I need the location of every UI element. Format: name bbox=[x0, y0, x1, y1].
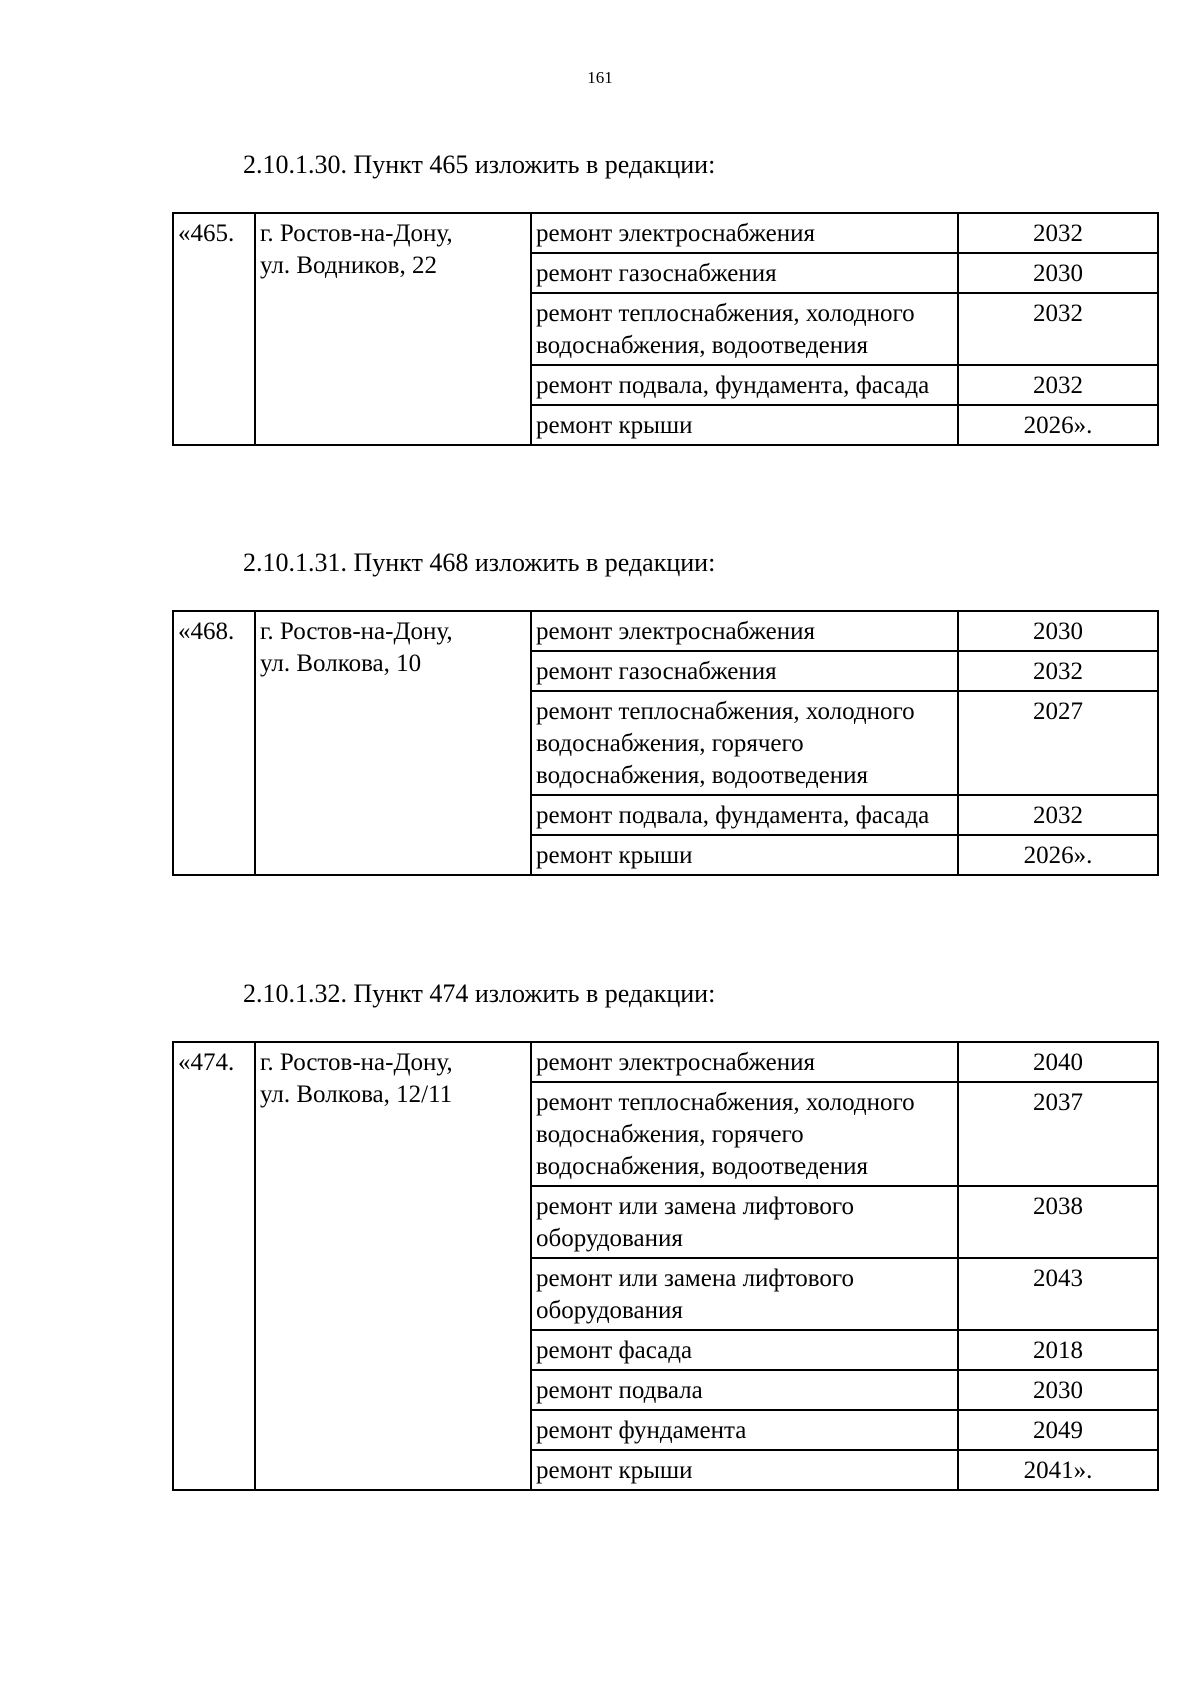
section-heading: 2.10.1.30. Пункт 465 изложить в редакции: bbox=[243, 150, 716, 179]
work-type: ремонт подвала bbox=[531, 1370, 958, 1410]
work-year: 2037 bbox=[958, 1082, 1158, 1186]
table-row bbox=[173, 213, 1158, 253]
work-type: ремонт или замена лифтового оборудования bbox=[531, 1186, 958, 1258]
address-cell bbox=[255, 1042, 531, 1490]
address-city: г. Ростов-на-Дону, bbox=[260, 618, 453, 645]
address-cell bbox=[255, 611, 531, 875]
item-table bbox=[172, 1041, 1159, 1491]
work-year: 2043 bbox=[958, 1258, 1158, 1330]
item-table bbox=[172, 212, 1159, 446]
item-number: «474. bbox=[173, 1042, 255, 1490]
work-year: 2032 bbox=[958, 365, 1158, 405]
work-type: ремонт электроснабжения bbox=[531, 213, 958, 253]
work-year: 2040 bbox=[958, 1042, 1158, 1082]
work-type: ремонт крыши bbox=[531, 835, 958, 875]
work-year: 2038 bbox=[958, 1186, 1158, 1258]
work-type: ремонт теплоснабжения, холодного водоснабжения, водоотведения bbox=[531, 293, 958, 365]
section-heading: 2.10.1.32. Пункт 474 изложить в редакции: bbox=[243, 979, 716, 1008]
work-year: 2027 bbox=[958, 691, 1158, 795]
work-year: 2032 bbox=[958, 293, 1158, 365]
work-type: ремонт теплоснабжения, холодного водоснабжения, горячего водоснабжения, водоотведения bbox=[531, 1082, 958, 1186]
address-street: ул. Волкова, 10 bbox=[260, 650, 422, 677]
table-row bbox=[173, 611, 1158, 651]
address-cell bbox=[255, 213, 531, 445]
work-type: ремонт электроснабжения bbox=[531, 611, 958, 651]
work-year: 2032 bbox=[958, 213, 1158, 253]
work-type: ремонт подвала, фундамента, фасада bbox=[531, 365, 958, 405]
address-street: ул. Волкова, 12/11 bbox=[260, 1081, 453, 1108]
address-city: г. Ростов-на-Дону, bbox=[260, 1049, 453, 1076]
work-type: ремонт подвала, фундамента, фасада bbox=[531, 795, 958, 835]
address-city: г. Ростов-на-Дону, bbox=[260, 220, 453, 247]
work-type: ремонт фасада bbox=[531, 1330, 958, 1370]
work-year: 2041». bbox=[958, 1450, 1158, 1490]
work-year: 2026». bbox=[958, 835, 1158, 875]
work-year: 2032 bbox=[958, 795, 1158, 835]
work-year: 2030 bbox=[958, 611, 1158, 651]
work-type: ремонт электроснабжения bbox=[531, 1042, 958, 1082]
item-number: «465. bbox=[173, 213, 255, 445]
work-type: ремонт газоснабжения bbox=[531, 651, 958, 691]
work-year: 2026». bbox=[958, 405, 1158, 445]
work-year: 2049 bbox=[958, 1410, 1158, 1450]
item-table bbox=[172, 610, 1159, 876]
work-type: ремонт фундамента bbox=[531, 1410, 958, 1450]
work-type: ремонт теплоснабжения, холодного водоснабжения, горячего водоснабжения, водоотведения bbox=[531, 691, 958, 795]
work-type: ремонт крыши bbox=[531, 405, 958, 445]
page-number: 161 bbox=[587, 68, 613, 87]
work-year: 2030 bbox=[958, 1370, 1158, 1410]
work-year: 2030 bbox=[958, 253, 1158, 293]
work-year: 2032 bbox=[958, 651, 1158, 691]
section-heading: 2.10.1.31. Пункт 468 изложить в редакции: bbox=[243, 548, 716, 577]
item-number: «468. bbox=[173, 611, 255, 875]
table-row bbox=[173, 1042, 1158, 1082]
address-street: ул. Водников, 22 bbox=[260, 252, 437, 279]
work-type: ремонт или замена лифтового оборудования bbox=[531, 1258, 958, 1330]
work-type: ремонт крыши bbox=[531, 1450, 958, 1490]
work-type: ремонт газоснабжения bbox=[531, 253, 958, 293]
work-year: 2018 bbox=[958, 1330, 1158, 1370]
